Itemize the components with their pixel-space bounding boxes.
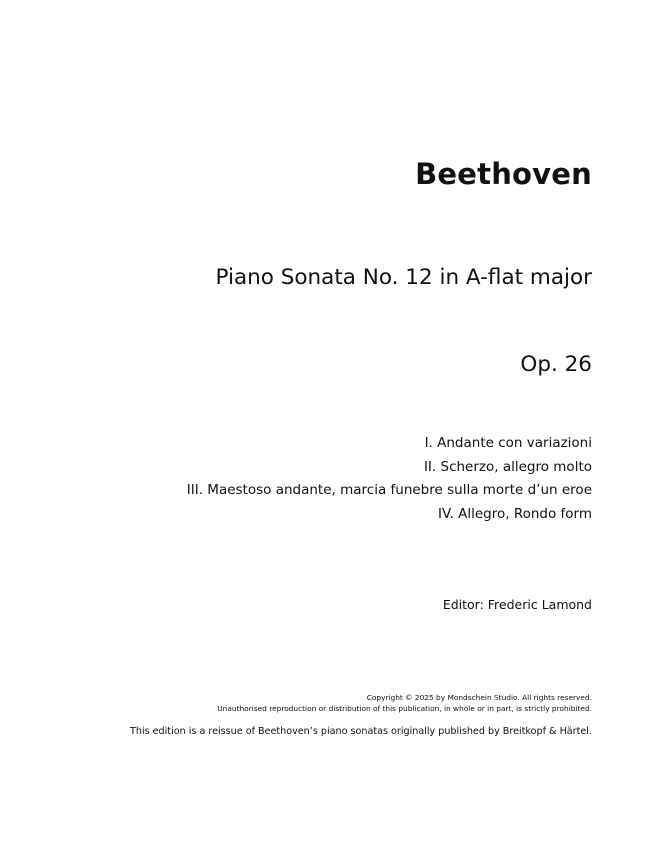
reissue-statement: This edition is a reissue of Beethoven’s piano sonatas originally published by Breitkopf & Härtel. <box>130 726 592 737</box>
opus-number: Op. 26 <box>520 352 592 377</box>
work-title: Piano Sonata No. 12 in A-flat major <box>215 265 592 290</box>
movement-list <box>187 432 592 526</box>
movement-item: III. Maestoso andante, marcia funebre sulla morte d’un eroe <box>186 482 592 498</box>
movement-item: I. Andante con variazioni <box>424 435 592 451</box>
reproduction-notice: Unauthorised reproduction or distribution of this publication, in whole or in part, is strictly prohibited. <box>217 704 592 713</box>
movement-item: IV. Allegro, Rondo form <box>438 505 592 522</box>
movement-item: II. Scherzo, allegro molto <box>423 458 592 475</box>
composer-name: Beethoven <box>415 157 592 191</box>
editor-credit: Editor: Frederic Lamond <box>442 597 592 612</box>
copyright-notice: Copyright © 2025 by Mondschein Studio. All rights reserved. <box>366 693 592 702</box>
